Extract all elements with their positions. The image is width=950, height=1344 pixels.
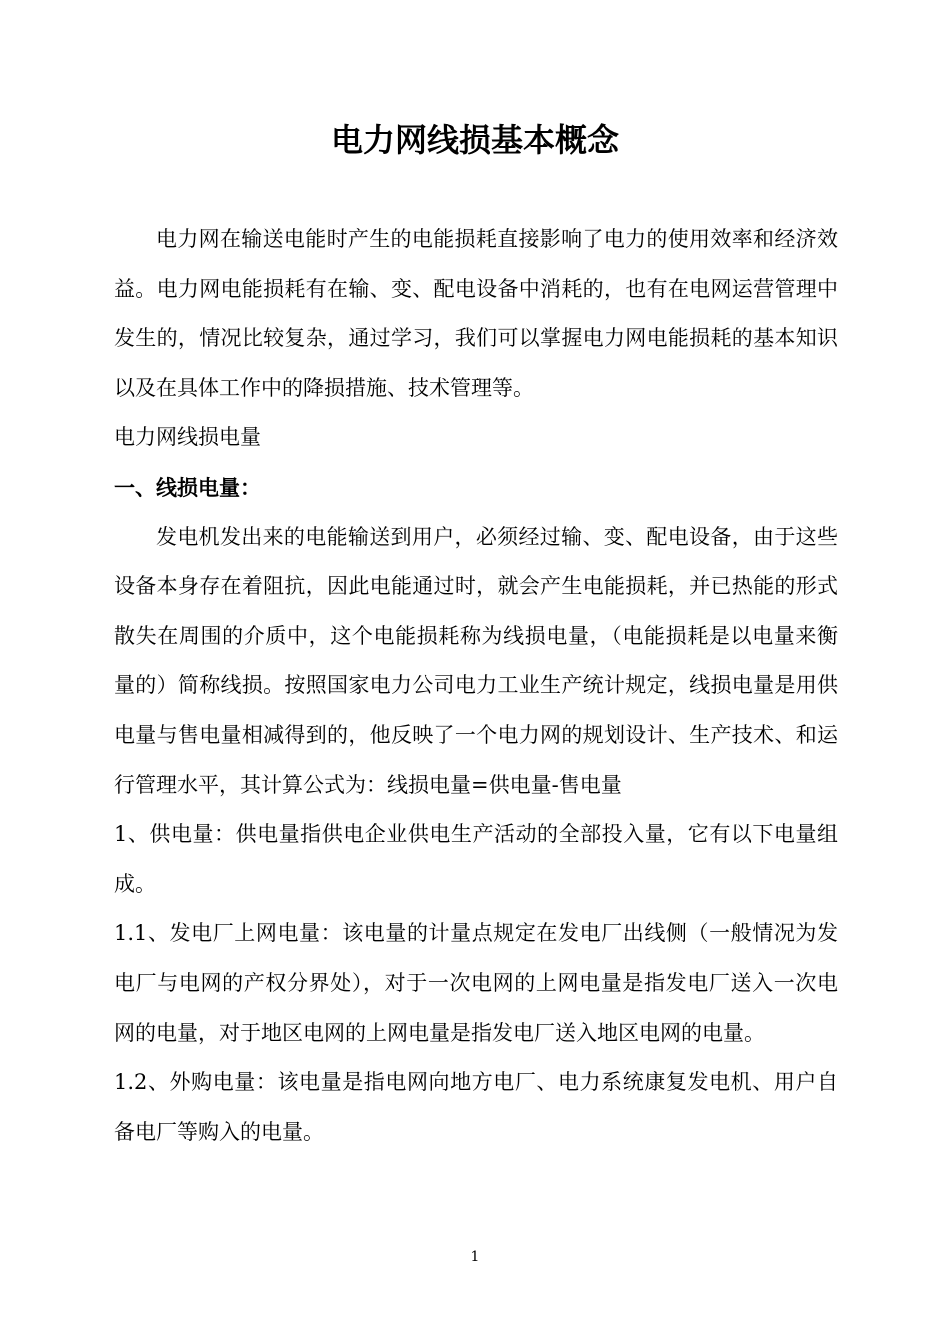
grid-supply-paragraph: 1.1、发电厂上网电量：该电量的计量点规定在发电厂出线侧（一般情况为发电厂与电网的产权分界处），对于一次电网的上网电量是指发电厂送入一次电网的电量，对于地区电网的上网电量是指发电厂送入地区电网的电量。 [114, 921, 838, 1045]
section-label: 电力网线损电量 [114, 425, 261, 450]
section-heading: 一、线损电量： [114, 474, 261, 500]
document-title: 电力网线损基本概念 [330, 121, 619, 159]
purchased-power-paragraph: 1.2、外购电量：该电量是指电网向地方电厂、电力系统康复发电机、用户自备电厂等购入的电量。 [114, 1070, 838, 1144]
supply-item-paragraph: 1、供电量：供电量指供电企业供电生产活动的全部投入量，它有以下电量组成。 [114, 822, 838, 896]
document-body [114, 215, 838, 1157]
page-number: 1 [470, 1249, 480, 1265]
line-loss-paragraph: 发电机发出来的电能输送到用户，必须经过输、变、配电设备，由于这些设备本身存在着阻抗，因此电能通过时，就会产生电能损耗，并已热能的形式散失在周围的介质中，这个电能损耗称为线损电量，（电能损耗是以电量来衡量的）简称线损。按照国家电力公司电力工业生产统计规定，线损电量是用供电量与售电量相减得到的，他反映了一个电力网的规划设计、生产技术、和运行管理水平，其计算公式为：线损电量=供电量-售电量 [114, 524, 838, 797]
intro-paragraph: 电力网在输送电能时产生的电能损耗直接影响了电力的使用效率和经济效益。电力网电能损耗有在输、变、配电设备中消耗的，也有在电网运营管理中发生的，情况比较复杂，通过学习，我们可以掌握电力网电能损耗的基本知识以及在具体工作中的降损措施、技术管理等。 [114, 227, 838, 400]
